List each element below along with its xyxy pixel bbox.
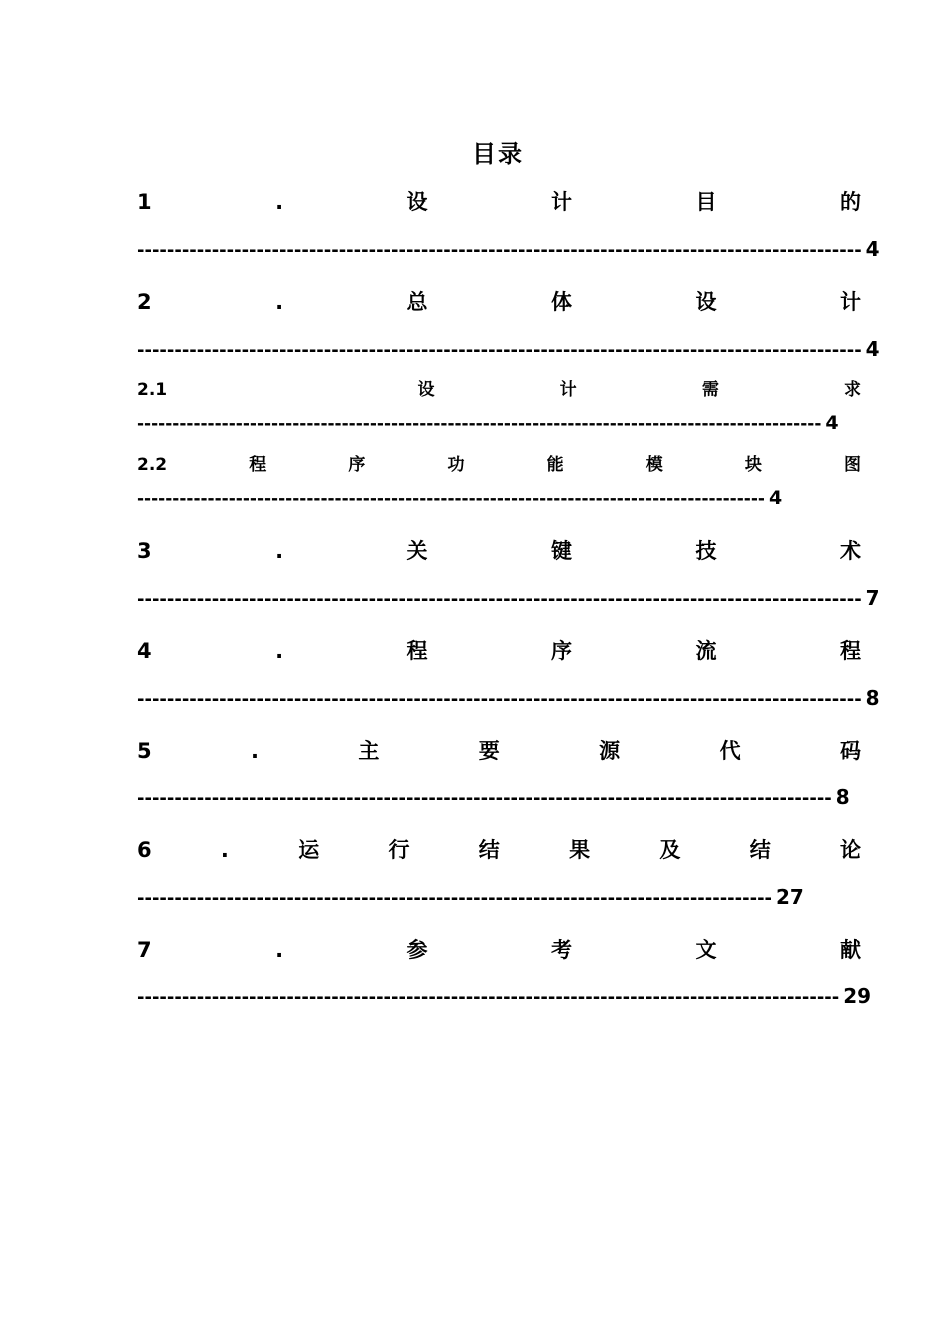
toc-entry-char: 考 [551,938,573,962]
toc-leader-line[interactable] [137,412,839,434]
toc-entry-char: 总 [406,290,428,314]
leader-dashes: ----------------------------------------------------------------------------------------- [137,489,765,509]
toc-entry-char: 2.1 [137,380,168,400]
toc-entry-char: 模 [645,455,663,475]
toc-entry-char: 结 [749,838,771,862]
leader-dashes: ------------------------------------------------------------------------------------------------- [137,340,862,361]
toc-entry-char: 技 [695,539,717,563]
leader-dashes: --------------------------------------------------------------------------------------------- [137,788,832,809]
leader-dashes: ---------------------------------------------------------------------------------------------- [137,987,840,1008]
toc-leader-line[interactable] [137,785,850,809]
toc-entry-char: 计 [559,380,577,400]
toc-entry-char: 5 [137,739,152,763]
toc-leader-line[interactable] [137,984,871,1008]
toc-leader-line[interactable] [137,337,880,361]
toc-entry-heading[interactable] [137,834,861,864]
toc-entry-heading[interactable] [137,450,861,475]
page-number: 8 [865,686,880,710]
toc-entry-char: 1 [137,190,152,214]
leader-dashes: ------------------------------------------------------------------------------------- [137,888,773,909]
toc-entry-heading[interactable] [137,375,861,400]
toc-entry-char: 键 [551,539,573,563]
page-number: 4 [865,237,880,261]
toc-entry-char: 程 [249,455,267,475]
toc-entry-char: 主 [358,739,380,763]
toc-entry-char: 行 [388,838,410,862]
toc-entry-char: 2.2 [137,455,168,475]
leader-dashes: ------------------------------------------------------------------------------------------------- [137,240,862,261]
toc-entry-char: . [275,539,284,563]
toc-entry-char: 果 [569,838,591,862]
page-number: 27 [776,885,804,909]
leader-dashes: ------------------------------------------------------------------------------------------------- [137,589,862,610]
toc-entry-char: 功 [447,455,465,475]
toc-entry-char: 需 [701,380,719,400]
toc-entry-char: 源 [599,739,621,763]
page-number: 29 [843,984,872,1008]
toc-entry-char: 运 [298,838,320,862]
toc-entry-char: 献 [839,938,861,962]
page-number: 4 [825,412,839,434]
leader-dashes: ------------------------------------------------------------------------------------------------- [137,689,862,710]
toc-entry-char: 参 [406,938,428,962]
page-number: 8 [835,785,850,809]
toc-entry-heading[interactable] [137,535,861,565]
toc-leader-line[interactable] [137,487,782,509]
toc-entry-char: 要 [478,739,500,763]
toc-entry-char: . [275,190,284,214]
toc-entry-char: 图 [844,455,861,475]
toc-entry-char: 7 [137,938,152,962]
toc-entry-char: 结 [478,838,500,862]
toc-entry-char: . [275,639,284,663]
page-number: 4 [865,337,880,361]
toc-leader-line[interactable] [137,885,804,909]
toc-entry-char: 文 [695,938,717,962]
toc-entry-char: . [275,290,284,314]
toc-entry-char: 6 [137,838,152,862]
toc-entry-char: 程 [839,639,861,663]
toc-title: 目录 [472,140,524,168]
toc-leader-line[interactable] [137,586,880,610]
toc-entry-char: 序 [551,639,573,663]
toc-entry-char: 的 [839,190,861,214]
toc-entry-heading[interactable] [137,286,861,316]
toc-entry-char: 3 [137,539,152,563]
toc-entry-char: 目 [695,190,717,214]
toc-entry-char: 2 [137,290,152,314]
toc-entry-char: 设 [406,190,428,214]
toc-entry-char: . [220,838,229,862]
toc-entry-char: 求 [843,380,861,400]
toc-entry-char: 块 [744,455,762,475]
toc-entry-char: 流 [695,639,717,663]
toc-leader-line[interactable] [137,686,880,710]
toc-entry-char: 设 [695,290,717,314]
toc-entry-char: 体 [551,290,573,314]
toc-entry-char: 论 [839,838,861,862]
toc-entry-heading[interactable] [137,186,861,216]
toc-leader-line[interactable] [137,237,880,261]
page-number: 7 [865,586,880,610]
toc-entry-char: . [275,938,284,962]
toc-entry-char: 能 [546,455,564,475]
toc-entry-heading[interactable] [137,934,861,964]
toc-entry-char: 4 [137,639,152,663]
toc-entry-char: 计 [551,190,573,214]
toc-entry-char: 关 [406,539,428,563]
toc-entry-char: 代 [719,739,741,763]
toc-entry-char: 计 [839,290,861,314]
toc-entry-char: 序 [348,455,366,475]
toc-entry-heading[interactable] [137,635,861,665]
toc-entry-char: 程 [406,639,428,663]
page-number: 4 [768,487,783,509]
toc-entry-char: 及 [659,838,681,862]
toc-entry-char: 码 [839,739,861,763]
toc-entry-heading[interactable] [137,735,861,765]
toc-entry-char: 设 [417,380,435,400]
toc-entry-char: . [251,739,259,763]
toc-entry-char: 术 [839,539,861,563]
leader-dashes: ------------------------------------------------------------------------------------------------- [137,414,822,434]
